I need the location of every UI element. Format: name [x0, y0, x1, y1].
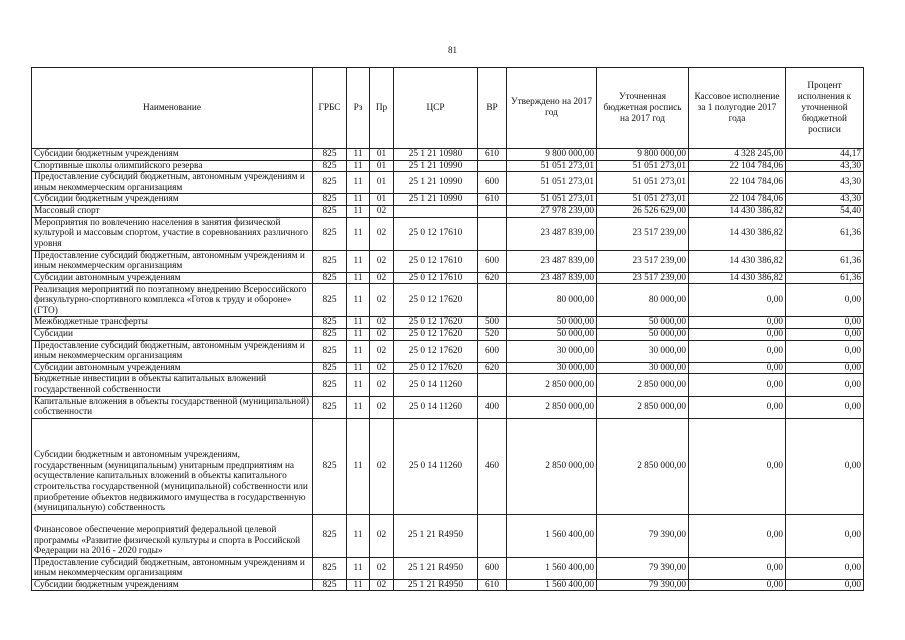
cell-pr: 01: [370, 194, 394, 206]
cell-vr: 610: [478, 149, 507, 161]
cell-vr: [478, 205, 507, 217]
cell-executed: 0,00: [689, 317, 786, 329]
cell-approved: 1 560 400,00: [507, 557, 597, 579]
cell-executed: 0,00: [689, 396, 786, 418]
cell-vr: 600: [478, 557, 507, 579]
cell-executed: 22 104 784,06: [689, 172, 786, 194]
cell-pr: 02: [370, 317, 394, 329]
cell-percent: 0,00: [786, 514, 864, 557]
cell-rz: 11: [347, 272, 370, 284]
cell-name: Предоставление субсидий бюджетным, автономным учреждениям и иным некоммерческим организациям: [32, 557, 313, 579]
table-row: [32, 250, 864, 272]
cell-pr: 02: [370, 374, 394, 396]
table-row: [32, 362, 864, 374]
cell-name: Межбюджетные трансферты: [32, 317, 313, 329]
cell-percent: 0,00: [786, 396, 864, 418]
cell-rz: 11: [347, 328, 370, 340]
cell-grbs: 825: [313, 396, 347, 418]
cell-executed: 14 430 386,82: [689, 272, 786, 284]
cell-csr: 25 1 21 R4950: [394, 579, 478, 591]
cell-vr: 610: [478, 579, 507, 591]
cell-vr: [478, 217, 507, 250]
cell-executed: 0,00: [689, 579, 786, 591]
cell-percent: 0,00: [786, 340, 864, 362]
cell-name: Массовый спорт: [32, 205, 313, 217]
cell-executed: 0,00: [689, 557, 786, 579]
cell-percent: 0,00: [786, 328, 864, 340]
cell-pr: 02: [370, 396, 394, 418]
cell-csr: 25 1 21 10990: [394, 194, 478, 206]
cell-pr: 01: [370, 149, 394, 161]
cell-grbs: 825: [313, 194, 347, 206]
cell-refined: 51 051 273,01: [597, 172, 689, 194]
cell-csr: 25 1 21 R4950: [394, 557, 478, 579]
cell-percent: 61,36: [786, 272, 864, 284]
cell-percent: 43,30: [786, 160, 864, 172]
cell-refined: 30 000,00: [597, 362, 689, 374]
cell-grbs: 825: [313, 514, 347, 557]
cell-approved: 80 000,00: [507, 284, 597, 317]
cell-executed: 0,00: [689, 374, 786, 396]
cell-approved: 23 487 839,00: [507, 217, 597, 250]
cell-grbs: 825: [313, 362, 347, 374]
cell-approved: 9 800 000,00: [507, 149, 597, 161]
cell-grbs: 825: [313, 328, 347, 340]
table-row: [32, 328, 864, 340]
cell-percent: 0,00: [786, 362, 864, 374]
cell-csr: 25 0 12 17620: [394, 340, 478, 362]
cell-executed: 0,00: [689, 284, 786, 317]
table-row: [32, 272, 864, 284]
cell-csr: 25 1 21 R4950: [394, 514, 478, 557]
cell-approved: 23 487 839,00: [507, 272, 597, 284]
cell-refined: 23 517 239,00: [597, 217, 689, 250]
table-header-row: [32, 68, 864, 149]
table-row: [32, 396, 864, 418]
cell-executed: 0,00: [689, 340, 786, 362]
cell-pr: 02: [370, 362, 394, 374]
cell-grbs: 825: [313, 374, 347, 396]
cell-grbs: 825: [313, 418, 347, 514]
cell-percent: 0,00: [786, 374, 864, 396]
cell-rz: 11: [347, 396, 370, 418]
cell-vr: 600: [478, 250, 507, 272]
cell-vr: [478, 160, 507, 172]
cell-percent: 0,00: [786, 317, 864, 329]
cell-csr: 25 0 12 17620: [394, 284, 478, 317]
cell-grbs: 825: [313, 272, 347, 284]
cell-name: Предоставление субсидий бюджетным, автономным учреждениям и иным некоммерческим организациям: [32, 250, 313, 272]
cell-csr: 25 0 12 17620: [394, 362, 478, 374]
cell-approved: 2 850 000,00: [507, 396, 597, 418]
cell-name: Спортивные школы олимпийского резерва: [32, 160, 313, 172]
cell-executed: 22 104 784,06: [689, 194, 786, 206]
cell-refined: 50 000,00: [597, 328, 689, 340]
cell-vr: [478, 284, 507, 317]
cell-grbs: 825: [313, 557, 347, 579]
table-row: [32, 317, 864, 329]
column-header-executed: Кассовое исполнение за 1 полугодие 2017 года: [689, 68, 786, 149]
cell-pr: 02: [370, 340, 394, 362]
cell-percent: 44,17: [786, 149, 864, 161]
table-row: [32, 194, 864, 206]
cell-percent: 61,36: [786, 250, 864, 272]
cell-refined: 51 051 273,01: [597, 194, 689, 206]
cell-csr: 25 0 14 11260: [394, 374, 478, 396]
cell-rz: 11: [347, 217, 370, 250]
cell-refined: 2 850 000,00: [597, 418, 689, 514]
cell-name: Реализация мероприятий по поэтапному внедрению Всероссийского физкультурно-спортивного комплекса «Готов к труду и обороне» (ГТО): [32, 284, 313, 317]
cell-approved: 1 560 400,00: [507, 579, 597, 591]
cell-pr: 02: [370, 217, 394, 250]
column-header-csr: ЦСР: [394, 68, 478, 149]
cell-name: Мероприятия по вовлечению населения в занятия физической культурой и массовым спортом, участие в соревнованиях различного уровня: [32, 217, 313, 250]
cell-refined: 51 051 273,01: [597, 160, 689, 172]
cell-rz: 11: [347, 172, 370, 194]
cell-approved: 27 978 239,00: [507, 205, 597, 217]
cell-rz: 11: [347, 194, 370, 206]
cell-name: Субсидии автономным учреждениям: [32, 272, 313, 284]
cell-percent: 0,00: [786, 579, 864, 591]
cell-approved: 30 000,00: [507, 362, 597, 374]
cell-csr: 25 0 12 17610: [394, 217, 478, 250]
cell-grbs: 825: [313, 149, 347, 161]
cell-name: Субсидии автономным учреждениям: [32, 362, 313, 374]
cell-refined: 50 000,00: [597, 317, 689, 329]
cell-vr: 600: [478, 340, 507, 362]
cell-vr: 600: [478, 172, 507, 194]
cell-grbs: 825: [313, 284, 347, 317]
cell-percent: 0,00: [786, 557, 864, 579]
cell-grbs: 825: [313, 317, 347, 329]
column-header-vr: ВР: [478, 68, 507, 149]
cell-name: Субсидии бюджетным учреждениям: [32, 579, 313, 591]
cell-percent: 43,30: [786, 194, 864, 206]
cell-vr: 460: [478, 418, 507, 514]
table-row: [32, 217, 864, 250]
cell-name: Субсидии бюджетным и автономным учреждениям, государственным (муниципальным) унитарным предприятиям на осуществление капитальных вложений в объекты капитального строительства государственной (муниципальной) собственности или приобретение объектов недвижимого имущества в государственную (муниципальную) собственность: [32, 418, 313, 514]
cell-executed: 0,00: [689, 418, 786, 514]
cell-rz: 11: [347, 362, 370, 374]
table-row: [32, 160, 864, 172]
table-row: [32, 340, 864, 362]
cell-csr: 25 0 12 17610: [394, 250, 478, 272]
cell-name: Субсидии: [32, 328, 313, 340]
cell-percent: 0,00: [786, 418, 864, 514]
cell-pr: 02: [370, 284, 394, 317]
cell-refined: 30 000,00: [597, 340, 689, 362]
cell-approved: 23 487 839,00: [507, 250, 597, 272]
cell-approved: 2 850 000,00: [507, 418, 597, 514]
cell-grbs: 825: [313, 160, 347, 172]
cell-csr: [394, 205, 478, 217]
cell-vr: [478, 374, 507, 396]
cell-vr: 520: [478, 328, 507, 340]
cell-csr: 25 0 14 11260: [394, 396, 478, 418]
cell-pr: 02: [370, 205, 394, 217]
cell-csr: 25 0 12 17620: [394, 317, 478, 329]
column-header-percent: Процент исполнения к уточненной бюджетной росписи: [786, 68, 864, 149]
cell-executed: 0,00: [689, 328, 786, 340]
budget-execution-table: [31, 67, 864, 591]
table-row: [32, 149, 864, 161]
cell-executed: 14 430 386,82: [689, 205, 786, 217]
table-row: [32, 579, 864, 591]
cell-approved: 51 051 273,01: [507, 172, 597, 194]
cell-csr: 25 1 21 10980: [394, 149, 478, 161]
cell-executed: 4 328 245,00: [689, 149, 786, 161]
cell-approved: 50 000,00: [507, 328, 597, 340]
cell-pr: 02: [370, 579, 394, 591]
cell-refined: 80 000,00: [597, 284, 689, 317]
cell-approved: 30 000,00: [507, 340, 597, 362]
cell-approved: 51 051 273,01: [507, 160, 597, 172]
cell-rz: 11: [347, 374, 370, 396]
cell-vr: 500: [478, 317, 507, 329]
cell-csr: 25 0 12 17620: [394, 328, 478, 340]
cell-name: Финансовое обеспечение мероприятий федеральной целевой программы «Развитие физической культуры и спорта в Российской Федерации на 2016 - 2020 годы»: [32, 514, 313, 557]
table-row: [32, 374, 864, 396]
cell-csr: 25 1 21 10990: [394, 160, 478, 172]
cell-csr: 25 1 21 10990: [394, 172, 478, 194]
cell-approved: 1 560 400,00: [507, 514, 597, 557]
cell-refined: 23 517 239,00: [597, 250, 689, 272]
cell-executed: 22 104 784,06: [689, 160, 786, 172]
cell-percent: 54,40: [786, 205, 864, 217]
cell-executed: 0,00: [689, 362, 786, 374]
cell-pr: 02: [370, 328, 394, 340]
cell-executed: 0,00: [689, 514, 786, 557]
cell-rz: 11: [347, 149, 370, 161]
table-row: [32, 557, 864, 579]
table-row: [32, 172, 864, 194]
column-header-grbs: ГРБС: [313, 68, 347, 149]
column-header-approved: Утверждено на 2017 год: [507, 68, 597, 149]
cell-name: Капитальные вложения в объекты государственной (муниципальной) собственности: [32, 396, 313, 418]
cell-grbs: 825: [313, 579, 347, 591]
cell-pr: 02: [370, 272, 394, 284]
cell-refined: 79 390,00: [597, 514, 689, 557]
cell-vr: 620: [478, 362, 507, 374]
cell-refined: 2 850 000,00: [597, 396, 689, 418]
table-row: [32, 514, 864, 557]
table-row: [32, 284, 864, 317]
cell-rz: 11: [347, 160, 370, 172]
cell-percent: 0,00: [786, 284, 864, 317]
cell-name: Предоставление субсидий бюджетным, автономным учреждениям и иным некоммерческим организациям: [32, 172, 313, 194]
cell-approved: 2 850 000,00: [507, 374, 597, 396]
cell-pr: 01: [370, 172, 394, 194]
cell-vr: 400: [478, 396, 507, 418]
cell-rz: 11: [347, 340, 370, 362]
cell-name: Субсидии бюджетным учреждениям: [32, 194, 313, 206]
cell-refined: 26 526 629,00: [597, 205, 689, 217]
cell-rz: 11: [347, 205, 370, 217]
cell-pr: 02: [370, 250, 394, 272]
page-number: 81: [448, 45, 457, 55]
cell-pr: 02: [370, 514, 394, 557]
cell-pr: 01: [370, 160, 394, 172]
column-header-rz: Рз: [347, 68, 370, 149]
cell-refined: 9 800 000,00: [597, 149, 689, 161]
column-header-refined: Уточненная бюджетная роспись на 2017 год: [597, 68, 689, 149]
cell-grbs: 825: [313, 250, 347, 272]
cell-executed: 14 430 386,82: [689, 250, 786, 272]
cell-name: Бюджетные инвестиции в объекты капитальных вложений государственной собственности: [32, 374, 313, 396]
cell-csr: 25 0 14 11260: [394, 418, 478, 514]
cell-rz: 11: [347, 418, 370, 514]
cell-rz: 11: [347, 579, 370, 591]
cell-name: Субсидии бюджетным учреждениям: [32, 149, 313, 161]
cell-vr: 620: [478, 272, 507, 284]
cell-pr: 02: [370, 418, 394, 514]
cell-refined: 79 390,00: [597, 579, 689, 591]
cell-grbs: 825: [313, 217, 347, 250]
cell-rz: 11: [347, 317, 370, 329]
cell-refined: 2 850 000,00: [597, 374, 689, 396]
cell-executed: 14 430 386,82: [689, 217, 786, 250]
cell-rz: 11: [347, 284, 370, 317]
cell-vr: 610: [478, 194, 507, 206]
cell-rz: 11: [347, 514, 370, 557]
cell-csr: 25 0 12 17610: [394, 272, 478, 284]
cell-pr: 02: [370, 557, 394, 579]
cell-grbs: 825: [313, 205, 347, 217]
cell-rz: 11: [347, 250, 370, 272]
cell-percent: 61,36: [786, 217, 864, 250]
cell-refined: 23 517 239,00: [597, 272, 689, 284]
cell-percent: 43,30: [786, 172, 864, 194]
cell-grbs: 825: [313, 340, 347, 362]
cell-rz: 11: [347, 557, 370, 579]
cell-vr: [478, 514, 507, 557]
table-row: [32, 418, 864, 514]
column-header-pr: Пр: [370, 68, 394, 149]
table-row: [32, 205, 864, 217]
cell-grbs: 825: [313, 172, 347, 194]
column-header-name: Наименование: [32, 68, 313, 149]
cell-approved: 50 000,00: [507, 317, 597, 329]
cell-approved: 51 051 273,01: [507, 194, 597, 206]
cell-refined: 79 390,00: [597, 557, 689, 579]
cell-name: Предоставление субсидий бюджетным, автономным учреждениям и иным некоммерческим организациям: [32, 340, 313, 362]
